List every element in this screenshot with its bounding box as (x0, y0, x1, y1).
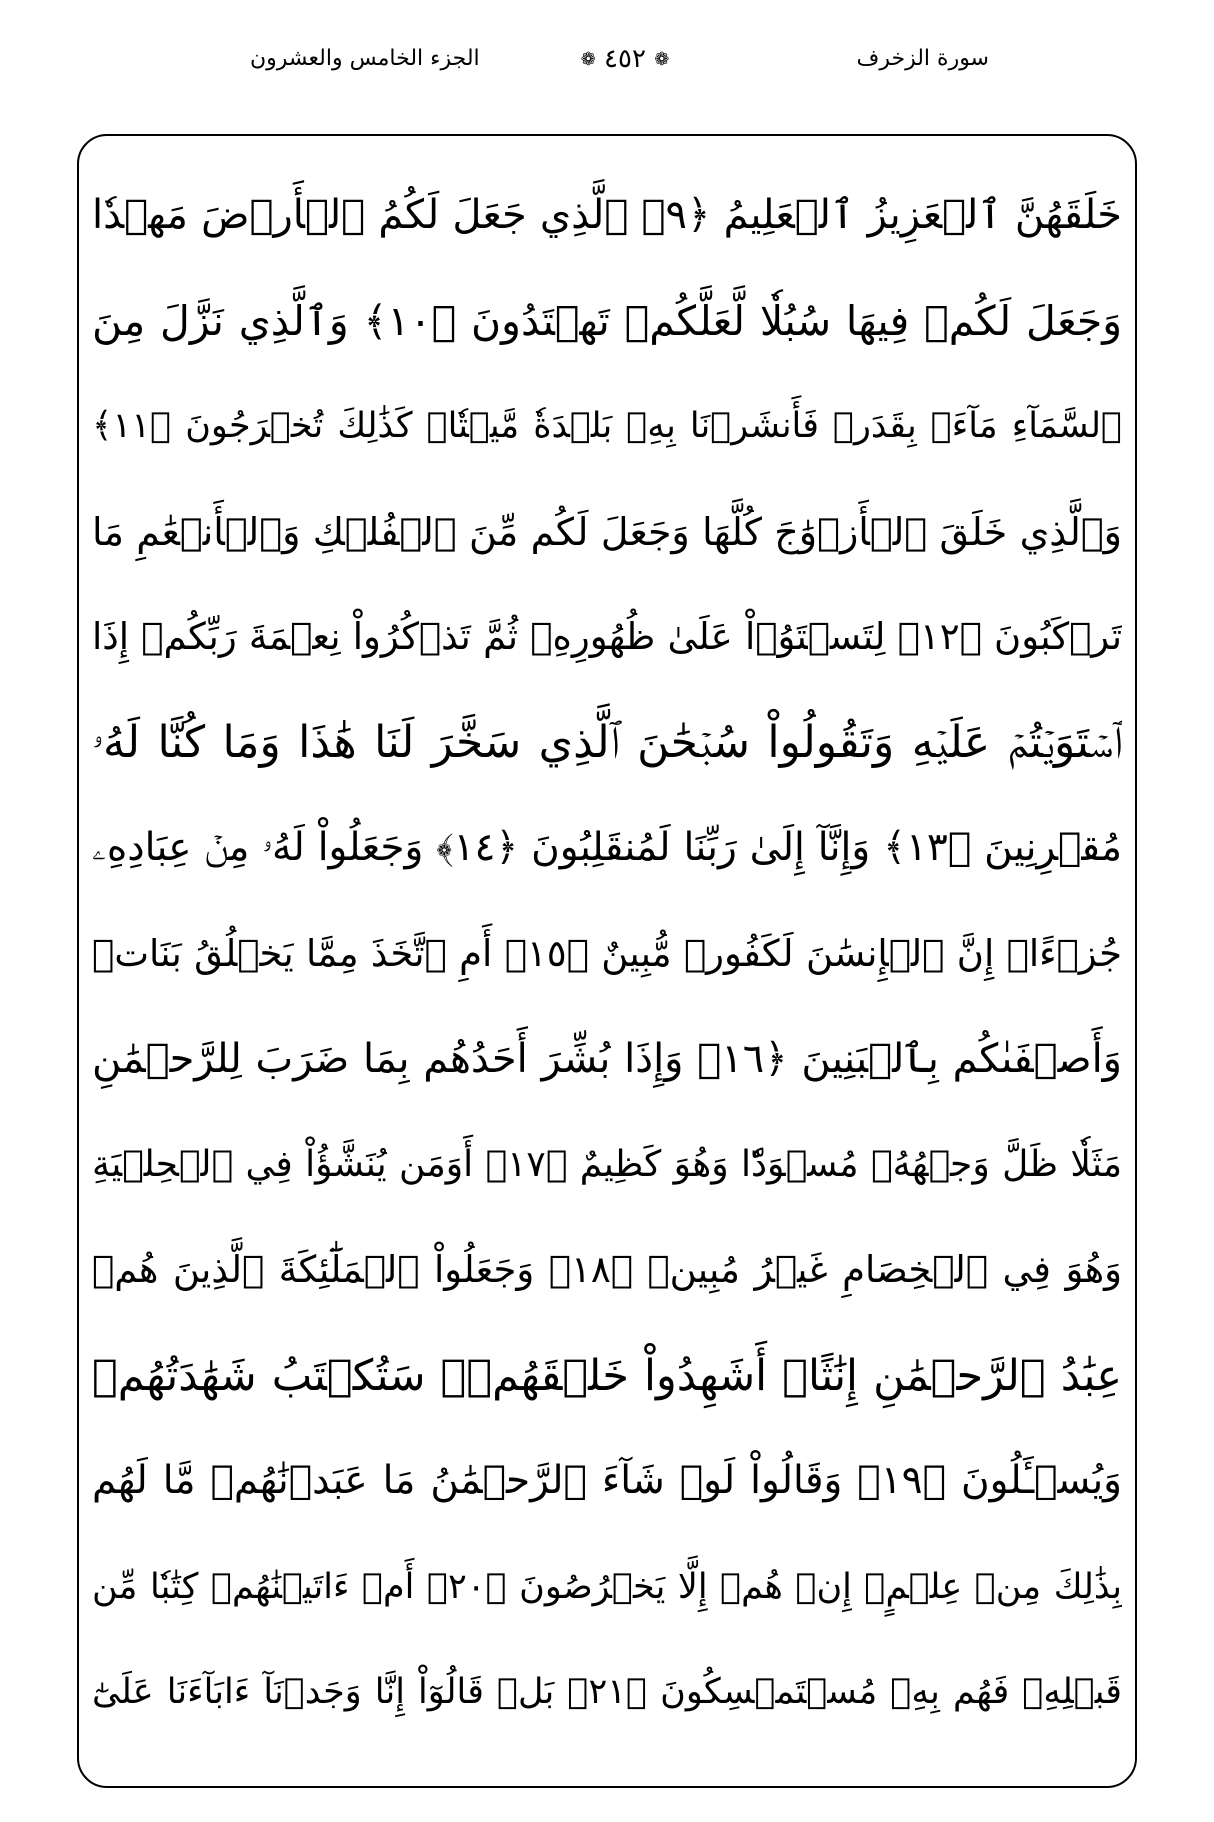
text-line-11: وَهُوَ فِي ٱلۡخِصَامِ غَيۡرُ مُبِينٖ ﴿١٨﴾ وَجَعَلُواْ ٱلۡمَلَٰٓئِكَةَ ٱلَّذِينَ هُمۡ (92, 1248, 1122, 1291)
page-number: ٤٥٢ (604, 44, 646, 74)
surah-title: سورة الزخرف (856, 46, 989, 71)
page-header (0, 40, 1214, 100)
text-line-8: جُزۡءًاۚ إِنَّ ٱلۡإِنسَٰنَ لَكَفُورٞ مُّبِينٌ ﴿١٥﴾ أَمِ ٱتَّخَذَ مِمَّا يَخۡلُقُ بَنَاتٖ (92, 931, 1122, 975)
text-line-15: قَبۡلِهِۦ فَهُم بِهِۦ مُسۡتَمۡسِكُونَ ﴿٢١﴾ بَلۡ قَالُوٓاْ إِنَّا وَجَدۡنَآ ءَابَآءَنَا عَلَىٰٓ (92, 1672, 1122, 1712)
text-line-5: تَرۡكَبُونَ ﴿١٢﴾ لِتَسۡتَوُۥاْ عَلَىٰ ظُهُورِهِۦ ثُمَّ تَذۡكُرُواْ نِعۡمَةَ رَبِّكُمۡ إِذَا (92, 615, 1122, 658)
text-line-13: وَيُسۡـَٔلُونَ ﴿١٩﴾ وَقَالُواْ لَوۡ شَآءَ ٱلرَّحۡمَٰنُ مَا عَبَدۡنَٰهُمۗ مَّا لَهُم (92, 1458, 1122, 1503)
text-line-7: مُقۡرِنِينَ ﴿١٣﴾ وَإِنَّآ إِلَىٰ رَبِّنَا لَمُنقَلِبُونَ ﴿١٤﴾ وَجَعَلُواْ لَهُۥ مِنۡ عِبَادِهِۦ (92, 825, 1122, 870)
text-line-3: ٱلسَّمَآءِ مَآءَۢ بِقَدَرٖ فَأَنشَرۡنَا بِهِۦ بَلۡدَةٗ مَّيۡتٗاۚ كَذَٰلِكَ تُخۡرَجُونَ ﴿١١﴾ (92, 406, 1122, 446)
quran-text (92, 170, 1122, 1760)
text-line-6: ٱسۡتَوَيۡتُمۡ عَلَيۡهِ وَتَقُولُواْ سُبۡحَٰنَ ٱلَّذِي سَخَّرَ لَنَا هَٰذَا وَمَا كُنَّا لَهُۥ (92, 716, 1122, 768)
text-line-1: خَلَقَهُنَّ ٱلۡعَزِيزُ ٱلۡعَلِيمُ ﴿٩﴾ ٱلَّذِي جَعَلَ لَكُمُ ٱلۡأَرۡضَ مَهۡدٗا (92, 192, 1122, 238)
ornament-right-icon: ❁ (654, 49, 670, 70)
text-line-10: مَثَلٗا ظَلَّ وَجۡهُهُۥ مُسۡوَدّٗا وَهُوَ كَظِيمٌ ﴿١٧﴾ أَوَمَن يُنَشَّؤُاْ فِي ٱلۡحِلۡيَةِ (92, 1143, 1122, 1185)
text-line-4: وَٱلَّذِي خَلَقَ ٱلۡأَزۡوَٰجَ كُلَّهَا وَجَعَلَ لَكُم مِّنَ ٱلۡفُلۡكِ وَٱلۡأَنۡعَٰمِ مَا (92, 509, 1122, 554)
text-line-9: وَأَصۡفَىٰكُم بِٱلۡبَنِينَ ﴿١٦﴾ وَإِذَا بُشِّرَ أَحَدُهُم بِمَا ضَرَبَ لِلرَّحۡمَٰنِ (92, 1036, 1122, 1082)
text-line-14: بِذَٰلِكَ مِنۡ عِلۡمٍۖ إِنۡ هُمۡ إِلَّا يَخۡرُصُونَ ﴿٢٠﴾ أَمۡ ءَاتَيۡنَٰهُمۡ كِتَٰبٗا مِّن (92, 1566, 1122, 1607)
ornament-left-icon: ❁ (580, 49, 596, 70)
text-line-2: وَجَعَلَ لَكُمۡ فِيهَا سُبُلٗا لَّعَلَّكُمۡ تَهۡتَدُونَ ﴿١٠﴾ وَٱلَّذِي نَزَّلَ مِنَ (92, 296, 1122, 345)
page-number-block (570, 44, 680, 74)
juz-title: الجزء الخامس والعشرون (250, 46, 480, 71)
text-line-12: عِبَٰدُ ٱلرَّحۡمَٰنِ إِنَٰثًاۚ أَشَهِدُواْ خَلۡقَهُمۡۚ سَتُكۡتَبُ شَهَٰدَتُهُمۡ (92, 1350, 1122, 1401)
